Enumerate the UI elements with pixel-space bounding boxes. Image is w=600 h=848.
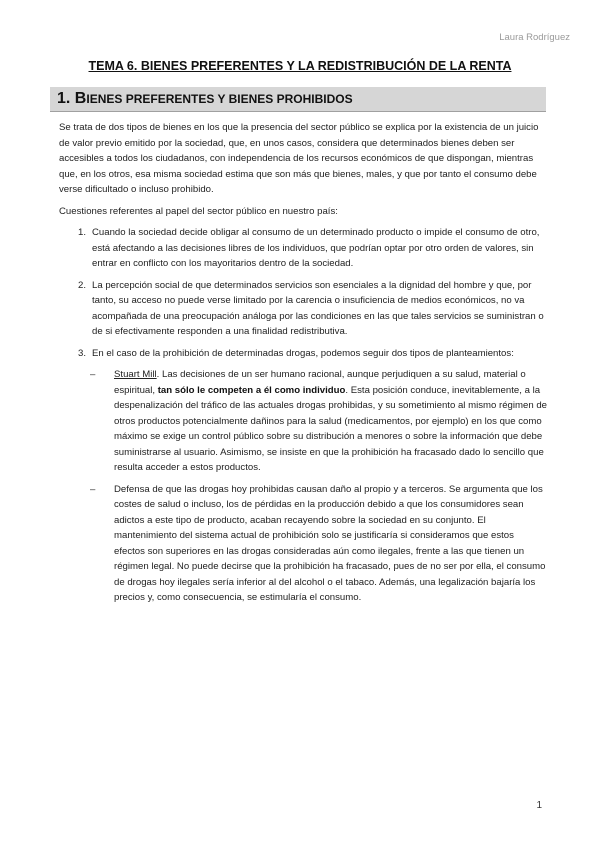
- list-item-number: 1.: [78, 227, 87, 238]
- list-item-text: En el caso de la prohibición de determinadas drogas, podemos seguir dos tipos de planteamientos:: [92, 347, 514, 359]
- author-reference: Stuart Mill: [114, 369, 157, 380]
- list-item: [59, 225, 547, 272]
- page-number: 1: [536, 800, 542, 811]
- page-title: TEMA 6. BIENES PREFERENTES Y LA REDISTRIBUCIÓN DE LA RENTA: [88, 59, 512, 73]
- questions-list: [59, 225, 547, 361]
- dash-bullet: –: [90, 483, 96, 495]
- approach-text-continued: . Esta posición conduce, inevitablemente, a la despenalización del tráfico de las actuales drogas prohibidas, y su sometimiento al mismo régimen de otros productos potencialmente dañinos para la salud (medicamentos, por ejemplo) en los que como máximo se exige un control público sobre su distribución a menores o sobre la información que debe suministrarse al usuario. Asimismo, se insiste en que la prohibición ha fracasado dado lo sencillo que resulta acceder a estos productos.: [114, 384, 548, 473]
- intro-paragraph: Se trata de dos tipos de bienes en los que la presencia del sector público se explica por la existencia de un juicio de valor previo emitido por la sociedad, que, en unos casos, considera que determinados bienes deben ser accesibles a todos los ciudadanos, con independencia de los recursos económicos de que dispongan, mientras que, en los otros, esa misma sociedad estima que son más que bienes, males, y que por tanto el consumo debe verse dificultado o incluso prohibido.: [59, 122, 539, 195]
- section-heading-initial: B: [74, 90, 87, 107]
- document-body: [59, 120, 547, 612]
- list-item: [59, 346, 547, 362]
- approach-item: [90, 367, 548, 476]
- author-name: Laura Rodríguez: [499, 32, 570, 43]
- section-number: 1.: [57, 90, 71, 107]
- approach-item: [90, 482, 547, 606]
- list-item-number: 3.: [78, 347, 87, 359]
- list-item: [59, 278, 547, 340]
- section-heading-text: IENES PREFERENTES Y BIENES PROHIBIDOS: [86, 92, 353, 106]
- questions-intro: Cuestiones referentes al papel del sector público en nuestro país:: [59, 205, 338, 217]
- dash-bullet: –: [90, 369, 96, 380]
- list-item-text: Cuando la sociedad decide obligar al consumo de un determinado producto o impide el consumo de otro, está afectando a las decisiones libres de los individuos, que podrían optar por otro orden de valores, sin entrar en conflicto con los mayoritarios dentro de la sociedad.: [92, 227, 540, 269]
- list-item-number: 2.: [78, 279, 87, 291]
- approaches-list: [59, 367, 547, 606]
- approach-text: Defensa de que las drogas hoy prohibidas causan daño al propio y a terceros. Se argumenta que los costes de salud o incluso, los de pérdidas en la producción debido a que los consumidores sean adictos a este tipo de producto, acaban recayendo sobre la sociedad en su conjunto. El mantenimiento del sistema actual de prohibición solo se justificaría si consideramos que estos efectos son superiores en las drogas consideradas aún como ilegales, frente a las que tienen un régimen legal. No puede decirse que la prohibición ha fracasado, pues de no ser por ella, el consumo de drogas hoy ilegales sería inferior al del alcohol o el tabaco. Además, una legalización bajaría los precios y, como consecuencia, se estimularía el consumo.: [114, 483, 546, 603]
- section-heading: [50, 87, 546, 112]
- emphasis-text: tan sólo le competen a él como individuo: [157, 384, 346, 396]
- approach-text: . Las decisiones de un ser humano racional, aunque perjudiquen a su salud, material o espiritual,: [114, 369, 526, 396]
- list-item-text: La percepción social de que determinados servicios son esenciales a la dignidad del hombre y que, por tanto, su acceso no puede verse limitado por la carencia o insuficiencia de medios económicos, no va acompañada de una preocupación análoga por las condiciones en las que tales servicios se suministran o de si efectivamente responden a una finalidad redistributiva.: [92, 279, 544, 337]
